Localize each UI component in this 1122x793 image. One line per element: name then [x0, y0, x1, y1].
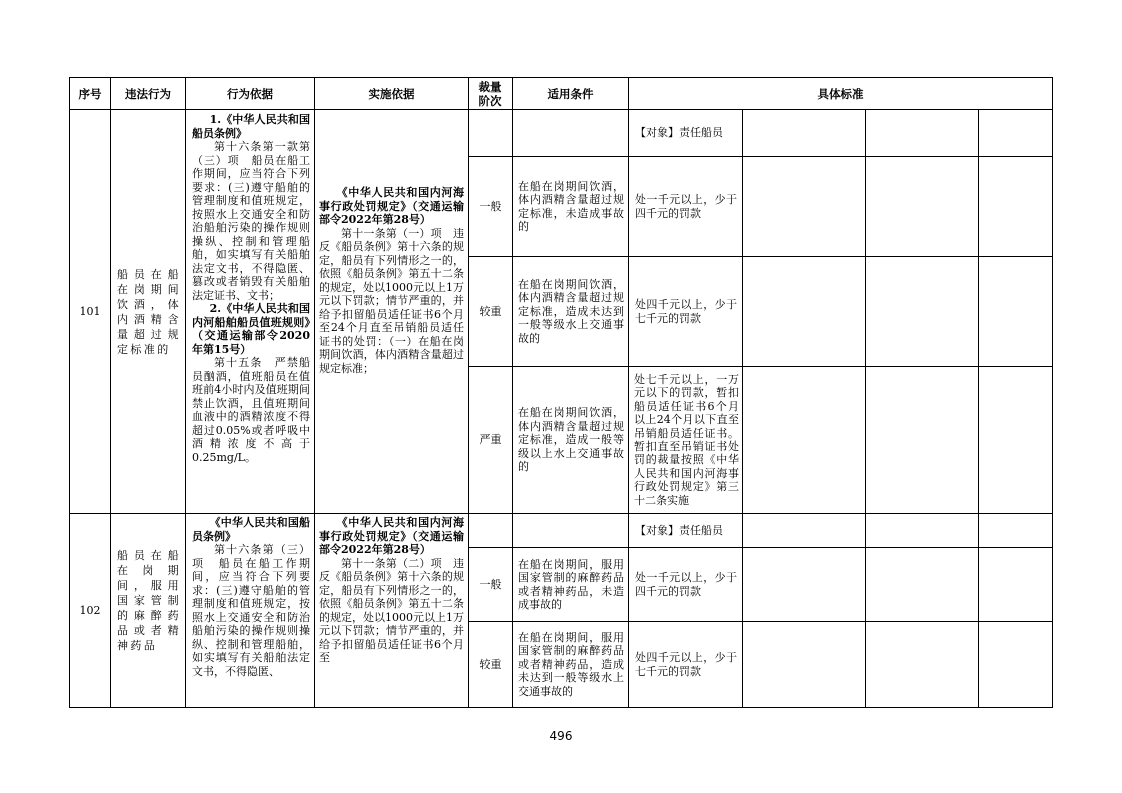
std-102-serious: 处四千元以上，少于七千元的罚款	[635, 651, 737, 678]
std-subcol-divider	[865, 109, 866, 707]
col-divider	[110, 78, 111, 707]
basis-102	[192, 516, 310, 706]
std-101-general: 处一千元以上，少于四千元的罚款	[635, 193, 737, 220]
level-101-serious: 较重	[479, 304, 502, 318]
level-101-general: 一般	[479, 199, 502, 213]
basis-101-title-2: 2.《中华人民共和国内河船舶船员值班规则》（交通运输部令2020年第15号）	[192, 302, 310, 356]
impl-102	[319, 516, 464, 706]
col-divider	[512, 78, 513, 707]
basis-101-text-1: 第十六条第一款第（三）项 船员在船工作期间，应当符合下列要求：(三)遵守船舶的管理制度和值班规定，按照水上交通安全和防治船舶污染的操作规则操纵、控制和管理船舶，如实填写有关船舶法定文书，不得隐匿、篡改或者销毁有关船舶法定证书、文书；	[192, 140, 310, 302]
header-violation: 违法行为	[125, 86, 171, 101]
header-condition: 适用条件	[547, 86, 594, 101]
row-divider-101-102	[70, 513, 1052, 514]
object-102: 【对象】责任船员	[635, 523, 723, 537]
level-101-severe: 严重	[479, 433, 502, 447]
header-level: 裁量阶次	[478, 79, 502, 108]
cond-101-severe: 在船在岗期间饮酒，体内酒精含量超过规定标准，造成一般等级以上水上交通事故的	[518, 406, 624, 474]
impl-101-text: 第十一条第（一）项 违反《船员条例》第十六条的规定，船员有下列情形之一的，依照《船员条例》第五十二条的规定，处以1000元以上1万元以下罚款；情节严重的，并给予扣留船员适任证书6个月至24个月直至吊销船员适任证书的处罚：（一）在船在岗期间饮酒，体内酒精含量超过规定标准；	[319, 226, 464, 375]
col-divider	[628, 78, 629, 707]
violation-102	[117, 548, 181, 698]
col-divider	[185, 78, 186, 707]
basis-101-text-2: 第十五条 严禁船员酗酒，值班船员在值班前4小时内及值班期间禁止饮酒，且值班期间血液中的酒精浓度不得超过0.05%或者呼吸中酒精浓度不高于0.25mg/L。	[192, 356, 310, 464]
cond-101-general: 在船在岗期间饮酒，体内酒精含量超过规定标准，未造成事故的	[518, 179, 624, 233]
level-102-serious: 较重	[479, 657, 502, 671]
header-basis: 行为依据	[227, 86, 273, 101]
cond-102-serious: 在船在岗期间，服用国家管制的麻醉药品或者精神药品，造成未达到一般等级水上交通事故的	[518, 630, 624, 698]
penalty-standards-table	[69, 77, 1053, 708]
cond-102-general: 在船在岗期间，服用国家管制的麻醉药品或者精神药品，未造成事故的	[518, 557, 624, 611]
seq-102: 102	[79, 603, 101, 617]
impl-101	[319, 186, 464, 506]
level-102-general: 一般	[479, 577, 502, 591]
col-divider	[314, 78, 315, 707]
impl-102-text: 第十一条第（二）项 违反《船员条例》第十六条的规定，船员有下列情形之一的，依照《船员条例》第五十二条的规定，处以1000元以上1万元以下罚款；情节严重的，并给予扣留船员适任证书6个月至	[319, 556, 464, 664]
impl-101-title: 《中华人民共和国内河海事行政处罚规定》（交通运输部令2022年第28号）	[319, 186, 464, 226]
seq-101: 101	[79, 304, 101, 318]
violation-102-text: 船员在船在岗期间，服用国家管制的麻醉药品或者精神药品	[117, 549, 181, 652]
std-101-serious: 处四千元以上，少于七千元的罚款	[635, 298, 737, 325]
object-101: 【对象】责任船员	[635, 126, 723, 140]
header-implementation: 实施依据	[368, 86, 415, 101]
header-divider	[70, 109, 1052, 110]
std-102-general: 处一千元以上，少于四千元的罚款	[635, 571, 737, 598]
violation-101-text: 船员在船在岗期间饮酒，体内酒精含量超过规定标准的	[117, 267, 181, 356]
page-number: 496	[549, 729, 573, 743]
std-101-severe: 处七千元以上，一万元以下的罚款，暂扣船员适任证书6个月以上24个月以下直至吊销船员适任证书。暂扣直至吊销证书处罚的裁量按照《中华人民共和国内河海事行政处罚规定》第三十二条实施	[634, 372, 739, 507]
std-subcol-divider	[978, 109, 979, 707]
violation-101	[117, 110, 181, 513]
std-subcol-divider	[742, 109, 743, 707]
basis-102-title: 《中华人民共和国船员条例》	[192, 516, 310, 543]
impl-102-title: 《中华人民共和国内河海事行政处罚规定》（交通运输部令2022年第28号）	[319, 516, 464, 556]
basis-101-title-1: 1.《中华人民共和国船员条例》	[192, 113, 310, 140]
header-seq: 序号	[78, 86, 102, 101]
cond-101-serious: 在船在岗期间饮酒，体内酒精含量超过规定标准，造成未达到一般等级水上交通事故的	[518, 277, 624, 345]
basis-101	[192, 113, 310, 511]
basis-102-text: 第十六条第（三）项 船员在船工作期间，应当符合下列要求：(三)遵守船舶的管理制度和值班规定，按照水上交通安全和防治船舶污染的操作规则操纵、控制和管理船舶，如实填写有关船舶法定文书，不得隐匿、	[192, 543, 310, 678]
header-standard: 具体标准	[817, 86, 864, 101]
